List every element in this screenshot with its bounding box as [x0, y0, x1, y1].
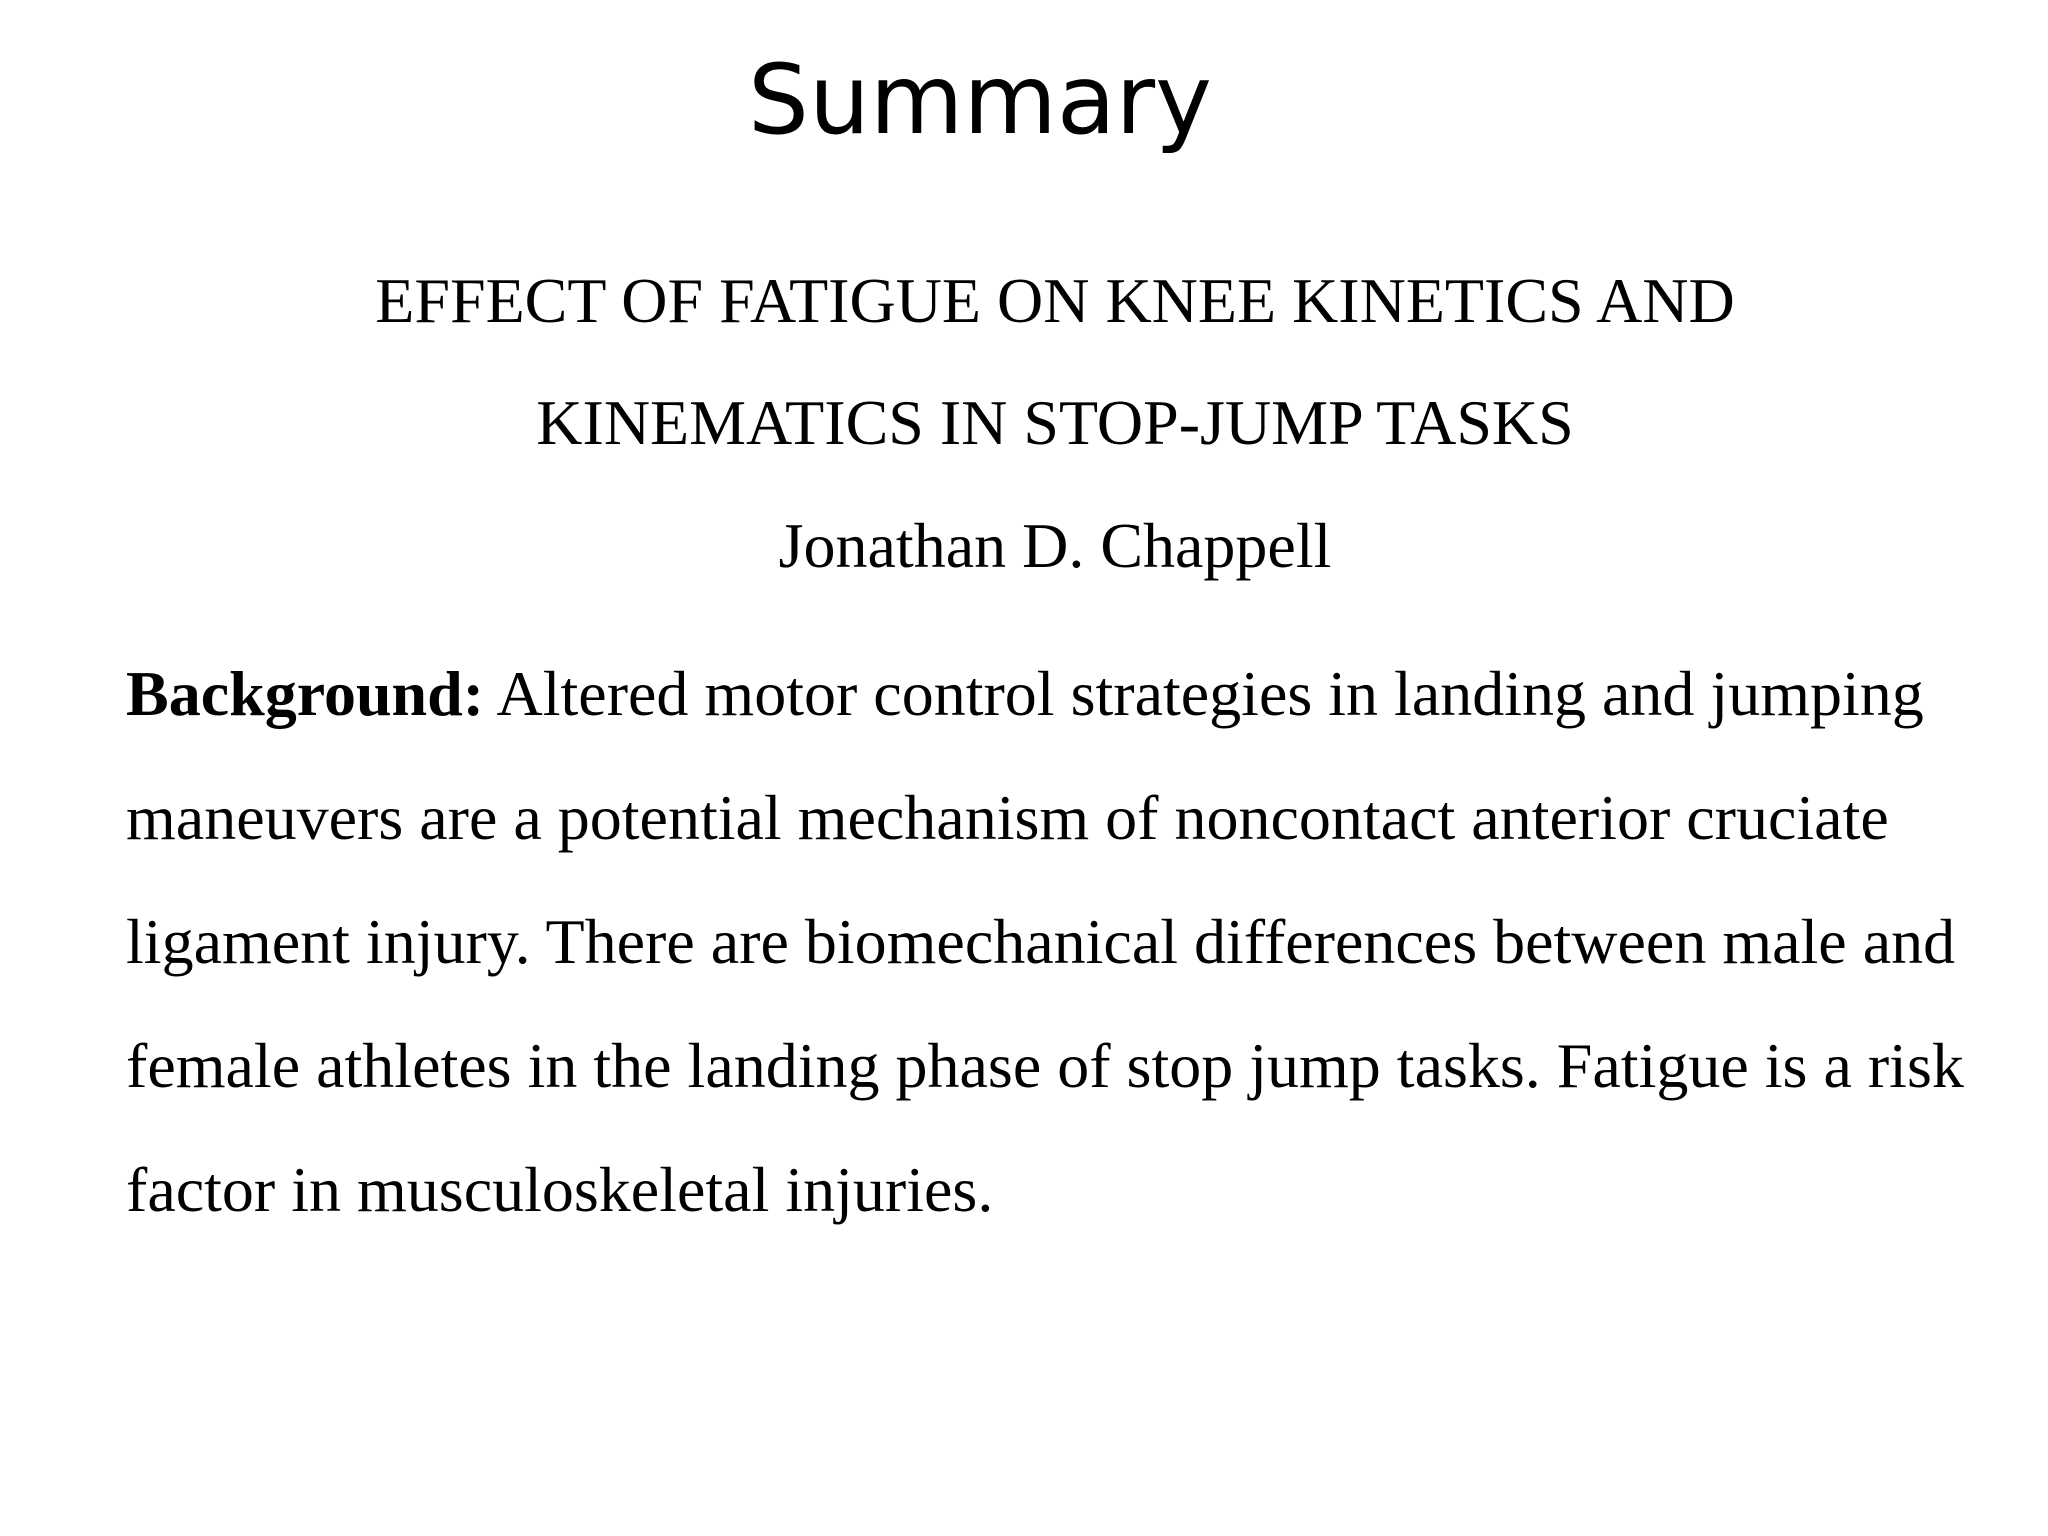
- background-label: Background:: [126, 658, 485, 729]
- background-text: Altered motor control strategies in landing and jumping maneuvers are a potential mechanism of noncontact anterior cruciate ligament injury. There are biomechanical differences between male and female athletes in the landing phase of stop jump tasks. Fatigue is a risk factor in musculoskeletal injuries.: [126, 658, 1964, 1225]
- slide-title: Summary: [748, 44, 1212, 156]
- paper-title-line-1: EFFECT OF FATIGUE ON KNEE KINETICS AND: [375, 265, 1735, 336]
- paper-title: [0, 240, 2048, 484]
- author-name: Jonathan D. Chappell: [778, 510, 1332, 581]
- background-paragraph: [126, 632, 1996, 1252]
- paper-title-line-2: KINEMATICS IN STOP-JUMP TASKS: [536, 387, 1574, 458]
